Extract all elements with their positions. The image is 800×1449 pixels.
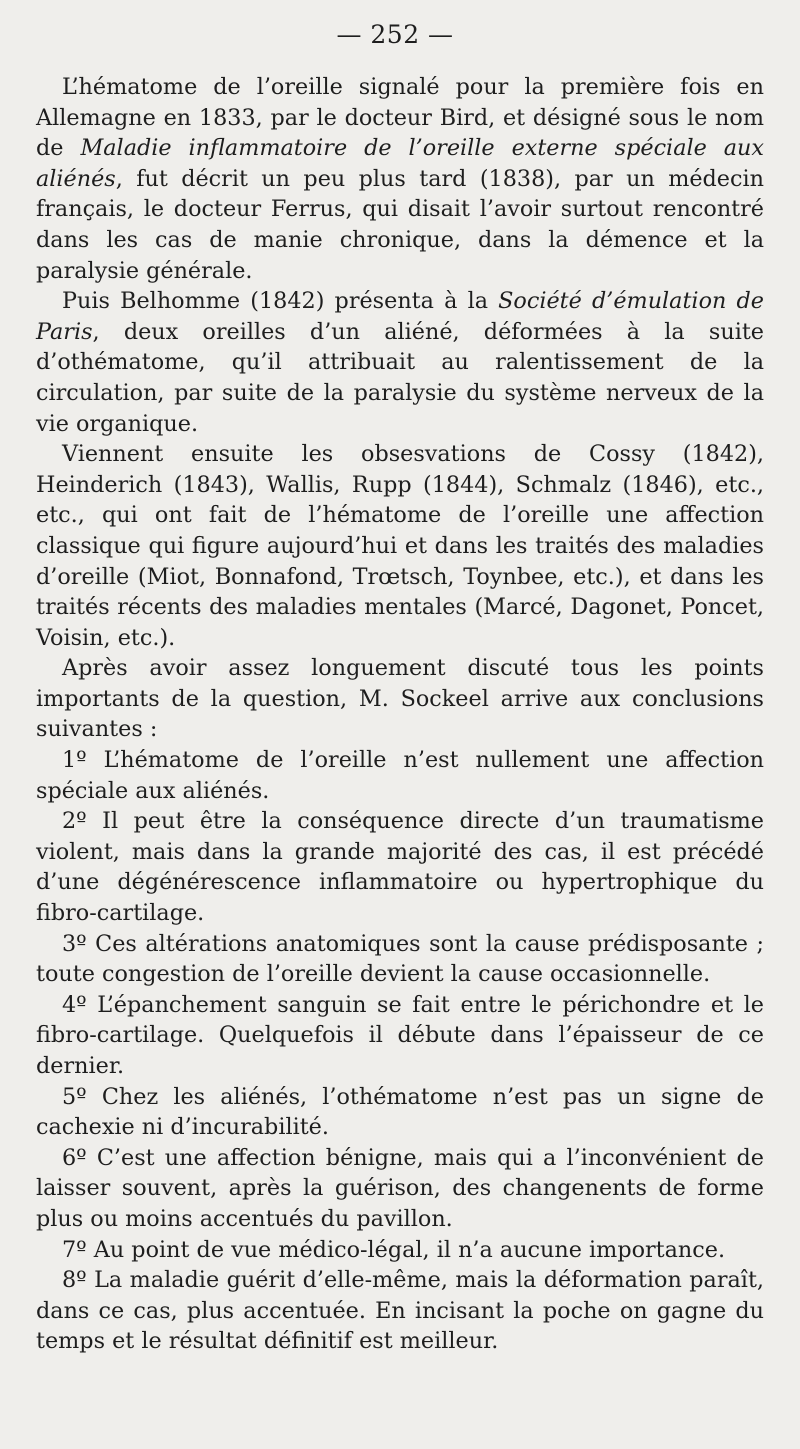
paragraph-belhomme	[36, 286, 764, 439]
paragraph-text: , fut décrit un peu plus tard (1838), par un médecin français, le docteur Ferrus, qui disait l’avoir surtout rencontré dans les cas de manie chronique, dans la démence et la paralysie générale.	[36, 165, 764, 284]
paragraph-text: L’hématome de l’oreille signalé pour la première fois en Allemagne en 1833, par le docteur Bird, et désigné sous le nom de	[36, 74, 764, 162]
conclusion-4: 4º L’épanchement sanguin se fait entre le périchondre et le fibro-cartilage. Quelquefois il débute dans l’épaisseur de ce dernier.	[36, 991, 764, 1079]
paragraph-history-bird-ferrus	[36, 72, 764, 286]
italic-society-name: Société d’émulation de Paris	[36, 288, 764, 345]
italic-disease-name: Maladie inflammatoire de l’oreille externe spéciale aux aliénés	[36, 135, 764, 192]
conclusion-8: 8º La maladie guérit d’elle-même, mais la déformation paraît, dans ce cas, plus accentuée. En incisant la poche on gagne du temps et le résultat définitif est meilleur.	[36, 1267, 764, 1355]
paragraph-sockeel-conclusions-intro: Après avoir assez longuement discuté tous les points importants de la question, M. Sockeel arrive aux conclusions suivantes :	[36, 655, 764, 743]
paragraph-observations: Viennent ensuite les obsesvations de Cossy (1842), Heinderich (1843), Wallis, Rupp (1844), Schmalz (1846), etc., etc., qui ont fait de l’hématome de l’oreille une affection classique qui figure aujourd’hui et dans les traités des maladies d’oreille (Miot, Bonnafond, Trœtsch, Toynbee, etc.), et dans les traités récents des maladies mentales (Marcé, Dagonet, Poncet, Voisin, etc.).	[36, 441, 764, 651]
conclusion-5: 5º Chez les aliénés, l’othématome n’est pas un signe de cachexie ni d’incurabilité.	[36, 1083, 764, 1141]
body-text	[36, 72, 764, 1357]
conclusion-1: 1º L’hématome de l’oreille n’est nullement une affection spéciale aux aliénés.	[36, 747, 764, 804]
paragraph-text: Puis Belhomme (1842) présenta à la	[62, 288, 499, 315]
conclusion-7: 7º Au point de vue médico-légal, il n’a aucune importance.	[62, 1236, 726, 1263]
conclusion-2: 2º Il peut être la conséquence directe d’un traumatisme violent, mais dans la grande majorité des cas, il est précédé d’une dégénérescence inflammatoire ou hypertrophique du fibro-cartilage.	[36, 808, 764, 927]
conclusion-6: 6º C’est une affection bénigne, mais qui a l’inconvénient de laisser souvent, après la guérison, des changenents de forme plus ou moins accentués du pavillon.	[36, 1144, 764, 1232]
page-number: — 252 —	[336, 20, 454, 49]
conclusion-3: 3º Ces altérations anatomiques sont la cause prédisposante ; toute congestion de l’oreille devient la cause occasionnelle.	[36, 930, 764, 988]
paragraph-text: , deux oreilles d’un aliéné, déformées à la suite d’othématome, qu’il attribuait au ralentissement de la circulation, par suite de la paralysie du système nerveux de la vie organique.	[36, 318, 764, 437]
